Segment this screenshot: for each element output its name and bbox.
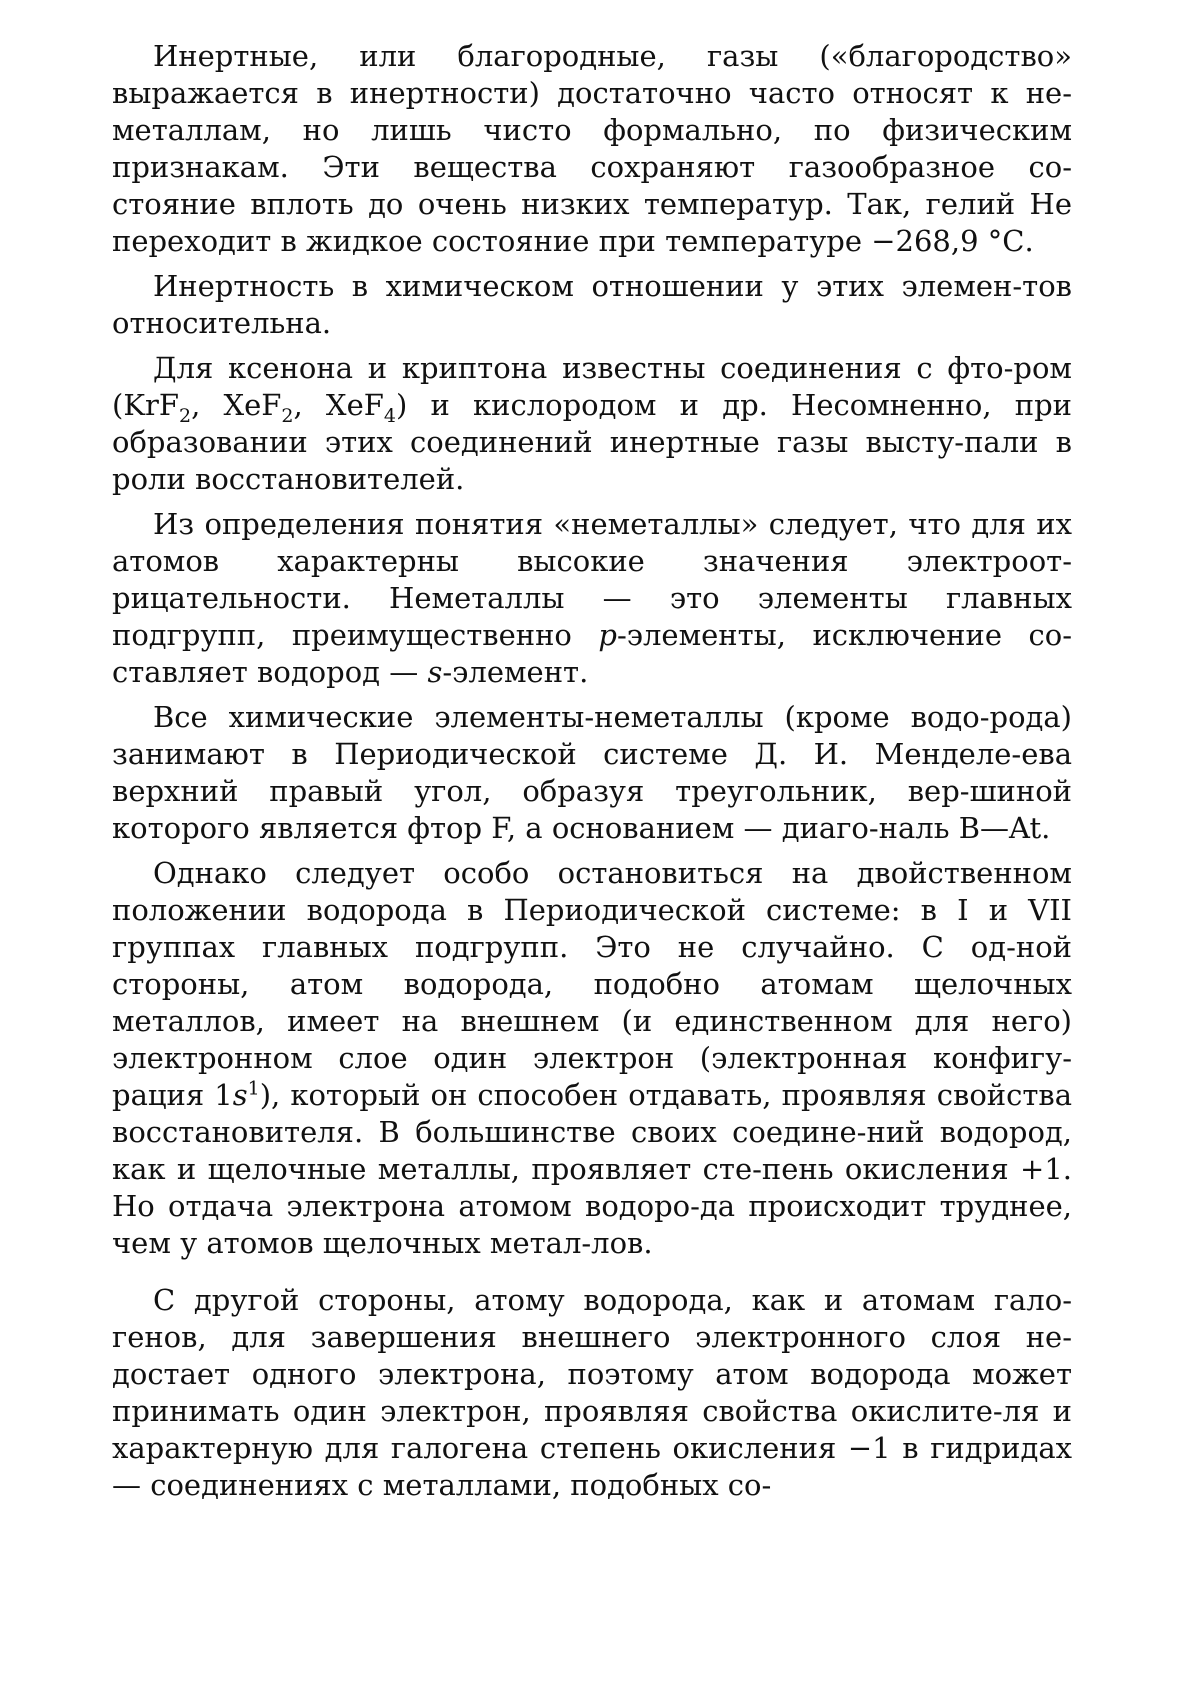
text-segment: , XeF <box>191 388 282 422</box>
text-segment: , XeF <box>293 388 384 422</box>
text-segment: -элемент. <box>442 655 589 689</box>
subscript-number: 2 <box>281 404 294 427</box>
paragraph-nonmetals-definition <box>112 506 1072 691</box>
text-segment: Для ксенона и криптона известны соединения с фто-ром (KrF <box>112 351 1072 422</box>
superscript-number: 1 <box>247 1077 260 1100</box>
italic-s-symbol: s <box>232 1078 248 1112</box>
paragraph-hydrogen-dual-position <box>112 855 1072 1262</box>
text-segment: Инертность в химическом отношении у этих элемен-тов относительна. <box>112 269 1072 340</box>
paragraph-hydrogen-oxidizer <box>112 1282 1072 1504</box>
text-segment: Все химические элементы-неметаллы (кроме водо-рода) занимают в Периодической системе Д. И. Менделе-ева верхний правый угол, образуя треугольник, вер-шиной которого является фтор F, а основанием — диаго-наль B—At. <box>112 700 1072 845</box>
text-segment: Из определения понятия «неметаллы» следует, что для их атомов характерны высокие значения электроот-рицательности. Неметаллы — это элементы главных подгрупп, преимущественно <box>112 507 1072 652</box>
paragraph-periodic-position <box>112 699 1072 847</box>
text-segment: ) и кислородом и др. Несомненно, при образовании этих соединений инертные газы высту-пали в роли восстановителей. <box>112 388 1073 496</box>
italic-p-symbol: p <box>598 618 617 652</box>
italic-s-symbol: s <box>427 655 443 689</box>
text-segment: -элементы, исключение со-ставляет водород — <box>112 618 1072 689</box>
paragraph-noble-gases <box>112 38 1072 260</box>
document-page <box>112 38 1072 1512</box>
text-segment: Однако следует особо остановиться на двойственном положении водорода в Периодической системе: в I и VII группах главных подгрупп. Это не случайно. С од-ной стороны, атом водорода, подобно атомам щелочных металлов, имеет на внешнем (и единственном для него) электронном слое один электрон (электронная конфигу-рация 1 <box>112 856 1072 1112</box>
paragraph-xenon-krypton-compounds <box>112 350 1072 498</box>
subscript-number: 2 <box>178 404 192 427</box>
text-segment: Инертные, или благородные, газы («благородство» выражается в инертности) достаточно часто относят к не-металлам, но лишь чисто формально, по физическим признакам. Эти вещества сохраняют газообразное со-стояние вплоть до очень низких температур. Так, гелий He переходит в жидкое состояние при температуре −268,9 °С. <box>112 39 1072 258</box>
subscript-number: 4 <box>383 404 396 427</box>
text-segment: ), который он способен отдавать, проявляя свойства восстановителя. В большинстве своих соедине-ний водород, как и щелочные металлы, проявляет сте-пень окисления +1. Но отдача электрона атомом водоро-да происходит труднее, чем у атомов щелочных метал-лов. <box>112 1078 1073 1260</box>
paragraph-relative-inertness <box>112 268 1072 342</box>
text-segment: С другой стороны, атому водорода, как и атомам гало-генов, для завершения внешнего электронного слоя не-достает одного электрона, поэтому атом водорода может принимать один электрон, проявляя свойства окислите-ля и характерную для галогена степень окисления −1 в гидридах — соединениях с металлами, подобных со- <box>112 1283 1072 1502</box>
